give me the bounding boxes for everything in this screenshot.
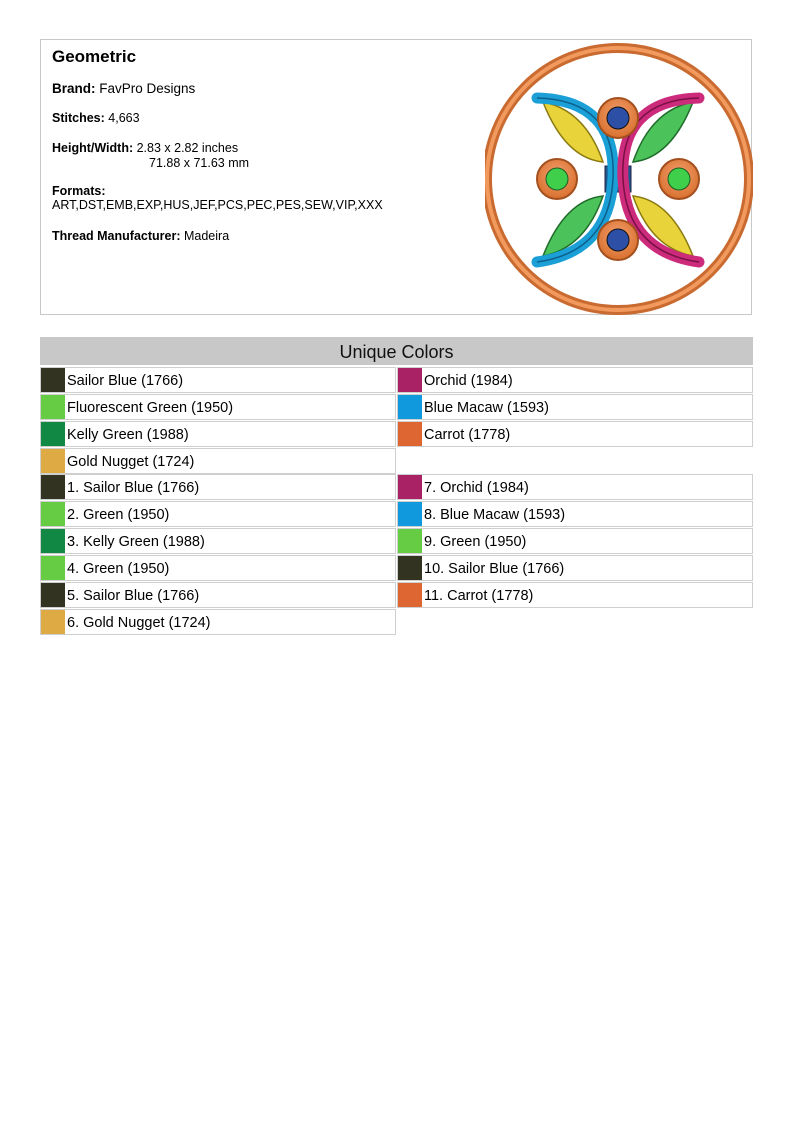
unique-color-row [40, 421, 396, 447]
thread-value: Madeira [183, 229, 230, 243]
color-name: Gold Nugget (1724) [67, 454, 195, 470]
color-swatch [398, 583, 422, 607]
unique-color-row [397, 394, 753, 420]
size-inches: 2.83 x 2.82 inches [136, 141, 239, 155]
unique-color-row [397, 367, 753, 393]
color-swatch [398, 556, 422, 580]
sequence-name: 7. Orchid (1984) [424, 480, 529, 496]
unique-color-row [40, 394, 396, 420]
color-name: Carrot (1778) [424, 427, 511, 443]
color-swatch [41, 449, 65, 473]
color-swatch [398, 475, 422, 499]
color-swatch [41, 395, 65, 419]
design-title: Geometric [52, 47, 137, 66]
stitches-field [52, 111, 140, 125]
color-swatch [398, 368, 422, 392]
color-swatch [41, 502, 65, 526]
color-swatch [41, 368, 65, 392]
color-name: Sailor Blue (1766) [67, 373, 184, 389]
sequence-name: 9. Green (1950) [424, 534, 527, 550]
color-swatch [398, 502, 422, 526]
thread-label: Thread Manufacturer: [52, 229, 181, 243]
sequence-row [40, 528, 396, 554]
height-width-label: Height/Width: [52, 141, 134, 155]
color-swatch [398, 395, 422, 419]
sequence-name: 3. Kelly Green (1988) [67, 534, 205, 550]
formats-label: Formats: [52, 184, 106, 198]
sequence-name: 2. Green (1950) [67, 507, 170, 523]
sequence-row [397, 528, 753, 554]
stitches-label: Stitches: [52, 111, 105, 125]
sequence-name: 1. Sailor Blue (1766) [67, 480, 200, 496]
sequence-row [40, 474, 396, 500]
brand-field [52, 81, 195, 96]
color-name: Fluorescent Green (1950) [67, 400, 234, 416]
color-swatch [398, 422, 422, 446]
sequence-row [40, 501, 396, 527]
color-name: Blue Macaw (1593) [424, 400, 549, 416]
color-swatch [41, 610, 65, 634]
sequence-row [40, 555, 396, 581]
formats-field [52, 184, 383, 213]
brand-value: FavPro Designs [99, 81, 196, 96]
stitches-value: 4,663 [108, 111, 140, 125]
sequence-name: 6. Gold Nugget (1724) [67, 615, 211, 631]
sequence-name: 5. Sailor Blue (1766) [67, 588, 200, 604]
embroidery-design-preview [485, 40, 753, 316]
thread-field [52, 229, 229, 243]
sequence-row [397, 555, 753, 581]
color-swatch [41, 529, 65, 553]
color-name: Orchid (1984) [424, 373, 513, 389]
unique-colors-heading: Unique Colors [40, 337, 753, 365]
color-swatch [41, 583, 65, 607]
sequence-row [397, 474, 753, 500]
size-mm: 71.88 x 71.63 mm [149, 156, 250, 170]
color-name: Kelly Green (1988) [67, 427, 189, 443]
sequence-name: 11. Carrot (1778) [424, 588, 534, 604]
unique-color-row [397, 421, 753, 447]
design-info-card [40, 39, 752, 315]
color-swatch [41, 556, 65, 580]
sequence-row [397, 501, 753, 527]
brand-label: Brand: [52, 81, 96, 96]
unique-color-row [40, 367, 396, 393]
sequence-name: 8. Blue Macaw (1593) [424, 507, 566, 523]
color-swatch [41, 475, 65, 499]
formats-value: ART,DST,EMB,EXP,HUS,JEF,PCS,PEC,PES,SEW,VIP,XXX [52, 198, 383, 212]
sequence-name: 4. Green (1950) [67, 561, 170, 577]
color-swatch [398, 529, 422, 553]
unique-color-row [40, 448, 396, 474]
sequence-row [40, 582, 396, 608]
color-swatch [41, 422, 65, 446]
height-width-field [52, 141, 250, 171]
sequence-row [397, 582, 753, 608]
sequence-row [40, 609, 396, 635]
sequence-name: 10. Sailor Blue (1766) [424, 561, 565, 577]
